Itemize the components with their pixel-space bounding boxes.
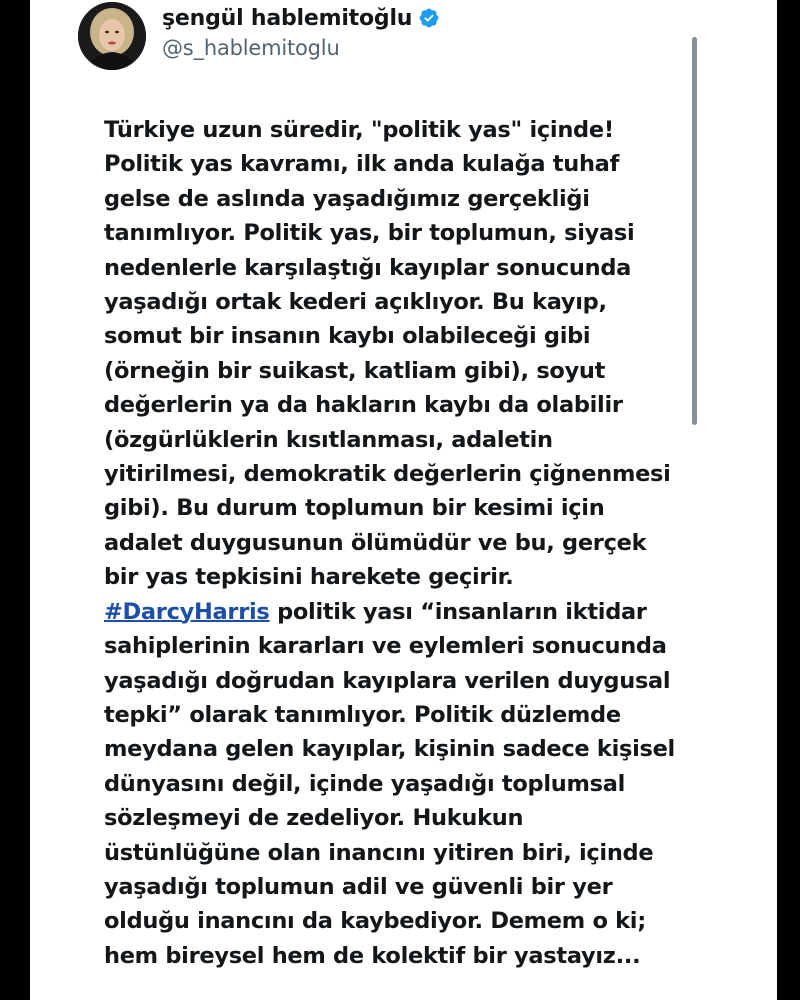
right-border [777, 0, 800, 1000]
avatar[interactable] [78, 2, 146, 70]
display-name-row [162, 2, 440, 34]
post-text [104, 113, 704, 973]
avatar-image [78, 2, 146, 70]
post-header [78, 0, 718, 75]
user-handle[interactable]: @s_hablemitoglu [162, 36, 340, 60]
left-border [0, 0, 30, 1000]
display-name[interactable]: şengül hablemitoğlu [162, 5, 413, 31]
post-text-part1: Türkiye uzun süredir, "politik yas" içinde! Politik yas kavramı, ilk anda kulağa tuhaf gelse de aslında yaşadığımız gerçekliği tanımlıyor. Politik yas, bir toplumun, siyasi nedenlerle karşılaştığı kayıplar sonucunda yaşadığı ortak kederi açıklıyor. Bu kayıp, somut bir insanın kaybı olabileceği gibi (örneğin bir suikast, katliam gibi), soyut değerlerin ya da hakların kaybı da olabilir (özgürlüklerin kısıtlanması, adaletin yitirilmesi, demokratik değerlerin çiğnenmesi gibi). Bu durum toplumun bir kesimi için adalet duygusunun ölümüdür ve bu, gerçek bir yas tepkisini harekete geçirir. [104, 117, 671, 591]
post-text-part2: politik yası “insanların iktidar sahiplerinin kararları ve eylemleri sonucunda yaşadığı doğrudan kayıplara verilen duygusal tepki” olarak tanımlıyor. Politik düzlemde meydana gelen kayıplar, kişinin sadece kişisel dünyasını değil, içinde yaşadığı toplumsal sözleşmeyi de zedeliyor. Hukukun üstünlüğüne olan inancını yitiren biri, içinde yaşadığı toplumun adil ve güvenli bir yer olduğu inancını da kaybediyor. Demem o ki; hem bireysel hem de kolektif bir yastayız... [104, 598, 675, 969]
hashtag-link[interactable]: #DarcyHarris [104, 598, 270, 625]
verified-badge-icon [418, 7, 440, 29]
user-info [162, 2, 440, 60]
